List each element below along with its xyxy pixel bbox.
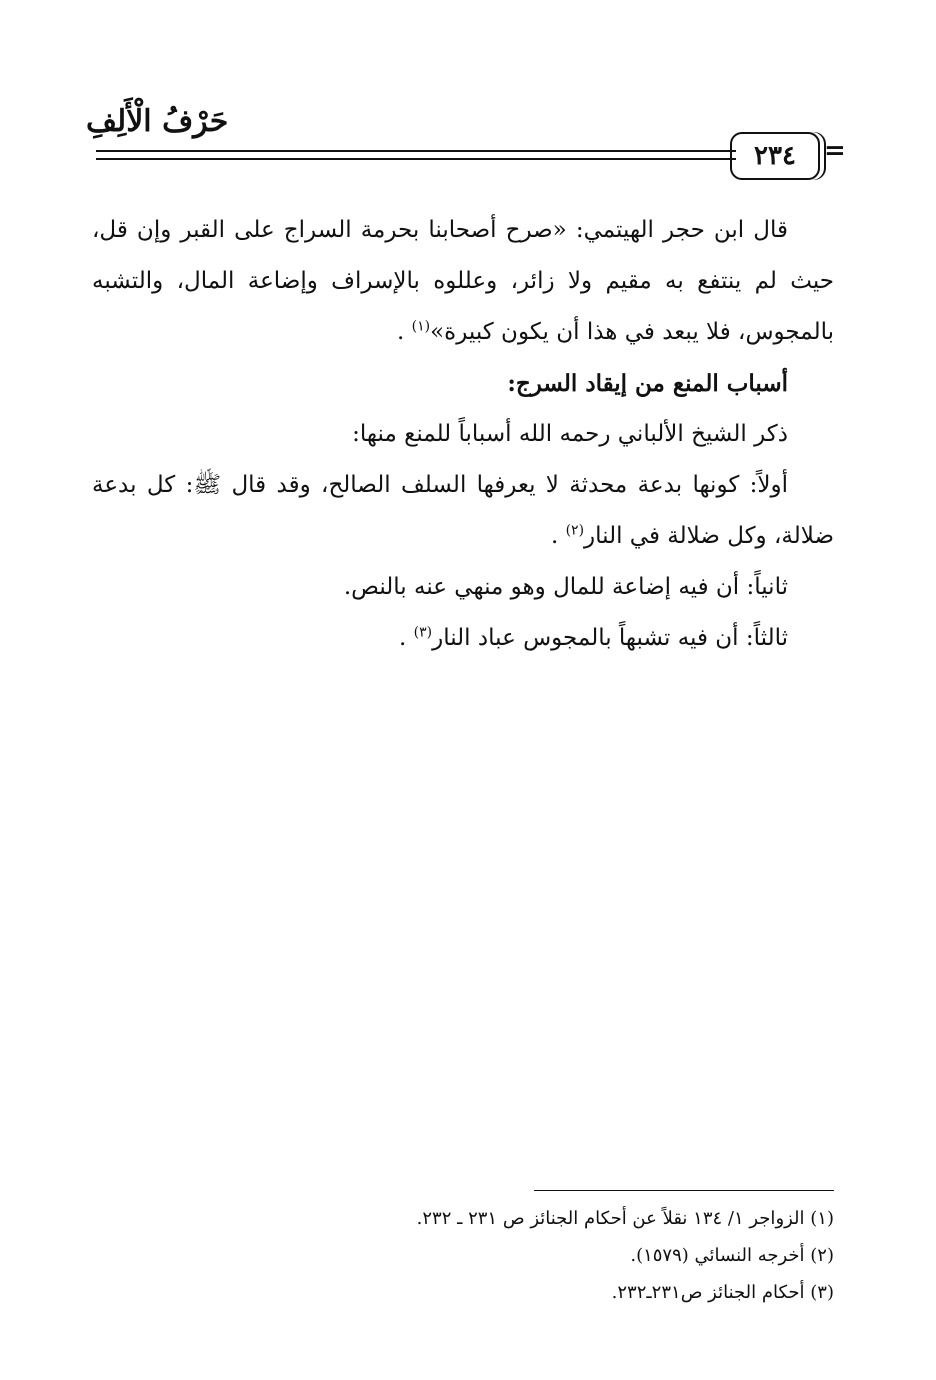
footnote-3: (٣) أحكام الجنائز ص٢٣١ـ٢٣٢. <box>611 1282 834 1303</box>
reason-3-end: . <box>399 625 407 651</box>
reason-3-text: ثالثاً: أن فيه تشبهاً بالمجوس عباد النار <box>432 625 788 651</box>
paragraph-ibn-hajar <box>92 205 834 358</box>
reason-1-end: . <box>550 523 559 549</box>
reason-2: ثانياً: أن فيه إضاعة للمال وهو منهي عنه بالنص. <box>343 574 788 600</box>
footnote-2: (٢) أخرجه النسائي (١٥٧٩). <box>630 1245 834 1266</box>
footnote-ref-2[interactable]: (٢) <box>565 522 585 539</box>
reason-3 <box>92 613 834 664</box>
footnote-ref-1[interactable]: (١) <box>411 318 431 335</box>
header-rule-bottom <box>96 158 736 160</box>
paragraph-1-end: . <box>397 319 405 345</box>
reason-1 <box>92 460 834 562</box>
footnote-separator <box>534 1190 834 1191</box>
intro-line: ذكر الشيخ الألباني رحمه الله أسباباً للمنع منها: <box>352 421 788 447</box>
header-rule-top <box>96 150 736 152</box>
footnote-ref-3[interactable]: (٣) <box>413 624 433 641</box>
paragraph-1-text: قال ابن حجر الهيتمي: «صرح أصحابنا بحرمة السراج على القبر وإن قل، حيث لم ينتفع به مقيم ولا زائر، وعللوه بالإسراف وإضاعة المال، والتشبه بالمجوس، فلا يبعد في هذا أن يكون كبيرة» <box>92 217 834 345</box>
section-heading: أسباب المنع من إيقاد السرج: <box>507 370 788 397</box>
footnote-1: (١) الزواجر ١/ ١٣٤ نقلاً عن أحكام الجنائز ص ٢٣١ ـ ٢٣٢. <box>416 1208 834 1229</box>
chapter-title: حَرْفُ الْأَلِفِ <box>86 104 229 139</box>
reason-1-text: أولاً: كونها بدعة محدثة لا يعرفها السلف الصالح، وقد قال ﷺ: كل بدعة ضلالة، وكل ضلالة في النار <box>92 472 834 549</box>
main-text <box>92 205 834 664</box>
header-equals-mark: = <box>824 136 846 166</box>
footnotes <box>92 1200 834 1311</box>
page-number: ٢٣٤ <box>730 132 820 180</box>
page-header <box>86 96 846 191</box>
